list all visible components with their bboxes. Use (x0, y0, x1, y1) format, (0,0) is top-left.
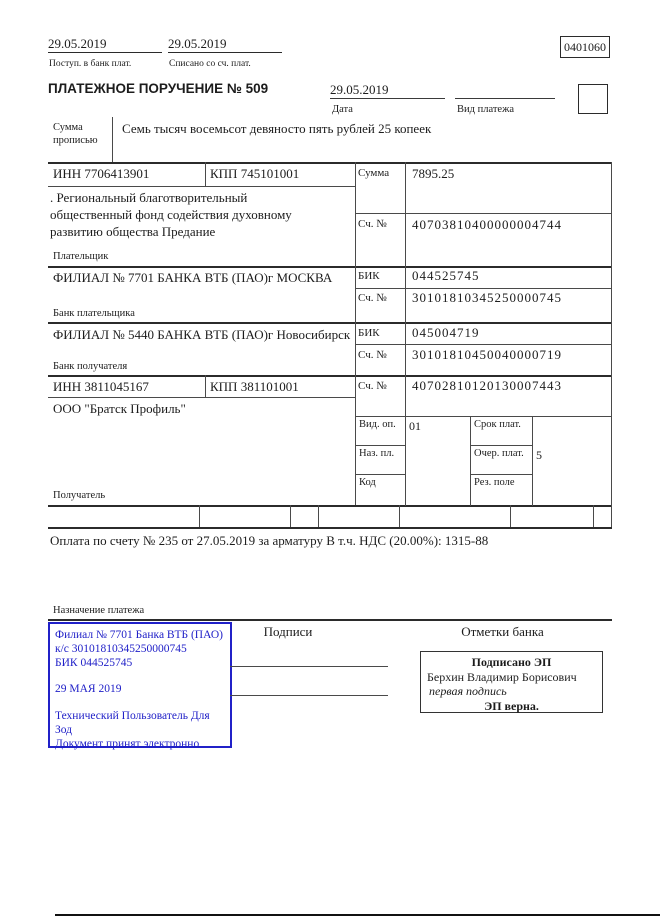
debited-from-account-date: 29.05.2019 (168, 36, 282, 53)
payee-bank-name: ФИЛИАЛ № 5440 БАНКА ВТБ (ПАО)г Новосибирск (53, 327, 351, 342)
payee-kpp: КПП 381101001 (210, 379, 299, 394)
form-code-box: 0401060 (560, 36, 610, 58)
payer-section-line (48, 266, 612, 268)
divider (290, 505, 291, 527)
payee-bank-account: 30101810450040000719 (412, 347, 562, 362)
payer-name-line: . Региональный благотворительный (50, 190, 248, 205)
signature-line (230, 695, 388, 696)
payee-bank-bik: 045004719 (412, 325, 480, 340)
payer-bank-account: 30101810345250000745 (412, 290, 562, 305)
reserve-label: Рез. поле (471, 475, 533, 506)
code-label: Код (356, 475, 406, 506)
purpose-code-value (406, 446, 471, 475)
payer-bank-name: ФИЛИАЛ № 7701 БАНКА ВТБ (ПАО)г МОСКВА (53, 270, 333, 285)
payer-section-label: Плательщик (53, 251, 109, 262)
stamp-corr-account: к/с 30101810345250000745 (55, 643, 187, 655)
payer-name-line: общественный фонд содействия духовному (50, 207, 292, 222)
op-type-value: 01 (406, 417, 471, 446)
payment-purpose-label: Назначение платежа (53, 605, 145, 616)
stamp-bank-line: Филиал № 7701 Банка ВТБ (ПАО) (55, 629, 223, 641)
document-title: ПЛАТЕЖНОЕ ПОРУЧЕНИЕ № 509 (48, 81, 269, 96)
operation-table (356, 416, 612, 505)
divider (48, 397, 355, 398)
payer-bank-section-label: Банк плательщика (53, 308, 135, 319)
payment-type-value (455, 82, 555, 99)
purpose-section-line (48, 619, 612, 621)
payer-bank-bik: 044525745 (412, 268, 480, 283)
payer-bank-section-line (48, 322, 612, 324)
priority-label: Очер. плат. (471, 446, 533, 475)
divider (112, 117, 113, 162)
esign-title: Подписано ЭП (471, 655, 552, 669)
reserve-value (533, 475, 613, 506)
divider (355, 344, 612, 345)
document-date-label: Дата (332, 104, 353, 115)
table-top-line (48, 162, 612, 164)
divider (48, 186, 355, 187)
amount-words-label: Сумма прописью (53, 122, 98, 146)
payee-inn: ИНН 3811045167 (53, 379, 149, 394)
page-edge-line (55, 914, 660, 916)
divider (510, 505, 511, 527)
received-in-bank-label: Поступ. в банк плат. (49, 59, 132, 69)
payer-kpp: КПП 745101001 (210, 166, 300, 181)
payment-type-checkbox (578, 84, 608, 114)
bank-marks-label: Отметки банка (461, 624, 544, 639)
stamp-bik: БИК 044525745 (55, 657, 133, 669)
divider (593, 505, 594, 527)
payer-name (50, 189, 355, 240)
priority-value: 5 (536, 448, 542, 462)
pay-term-label: Срок плат. (471, 417, 533, 446)
document-date-value: 29.05.2019 (330, 82, 445, 99)
payer-inn: ИНН 7706413901 (53, 166, 150, 181)
payment-purpose-text: Оплата по счету № 235 от 27.05.2019 за арматуру В т.ч. НДС (20.00%): 1315-88 (50, 533, 489, 548)
divider (355, 288, 612, 289)
payee-bank-account-label: Сч. № (358, 349, 387, 361)
payee-bank-bik-label: БИК (358, 327, 380, 339)
received-in-bank-date: 29.05.2019 (48, 36, 162, 53)
amount-words-value: Семь тысяч восемьсот девяносто пять рублей 25 копеек (122, 121, 432, 136)
payer-bank-account-label: Сч. № (358, 292, 387, 304)
divider (199, 505, 200, 527)
bank-stamp (48, 622, 232, 748)
payer-account-label: Сч. № (358, 218, 387, 230)
signatures-label: Подписи (263, 624, 313, 639)
divider (205, 375, 206, 397)
signature-line (230, 666, 388, 667)
debited-from-account-label: Списано со сч. плат. (169, 59, 251, 69)
stamp-user-line: Технический Пользователь Для (55, 710, 210, 722)
payee-name: ООО "Братск Профиль" (53, 401, 186, 416)
payer-bank-bik-label: БИК (358, 270, 380, 282)
payer-account: 40703810400000004744 (412, 217, 562, 232)
tax-row-bottom-line (48, 527, 612, 529)
divider (318, 505, 319, 527)
stamp-date: 29 МАЯ 2019 (55, 683, 122, 695)
divider (399, 505, 400, 527)
electronic-signature-stamp (420, 651, 603, 713)
payee-bank-section-label: Банк получателя (53, 361, 128, 372)
payee-account-label: Сч. № (358, 380, 387, 392)
stamp-user-line: Зод (55, 724, 73, 736)
esign-valid-note: ЭП верна. (484, 698, 539, 713)
divider (355, 213, 612, 214)
payee-bank-section-line (48, 375, 612, 377)
payee-section-label: Получатель (53, 490, 106, 501)
esign-signer: Берхин Владимир Борисович (427, 669, 577, 684)
amount-value: 7895.25 (412, 166, 455, 181)
pay-term-value (533, 417, 613, 446)
payment-type-label: Вид платежа (457, 104, 515, 115)
op-type-label: Вид. оп. (356, 417, 406, 446)
purpose-code-label: Наз. пл. (356, 446, 406, 475)
payer-name-line: развитию общества Предание (50, 224, 216, 239)
divider (205, 162, 206, 186)
payee-account: 40702810120130007443 (412, 378, 562, 393)
divider (405, 162, 406, 416)
code-value (406, 475, 471, 506)
stamp-accepted-line: Документ принят электронно (55, 738, 200, 750)
esign-kind: первая подпись (429, 684, 507, 698)
amount-label: Сумма (358, 167, 390, 179)
